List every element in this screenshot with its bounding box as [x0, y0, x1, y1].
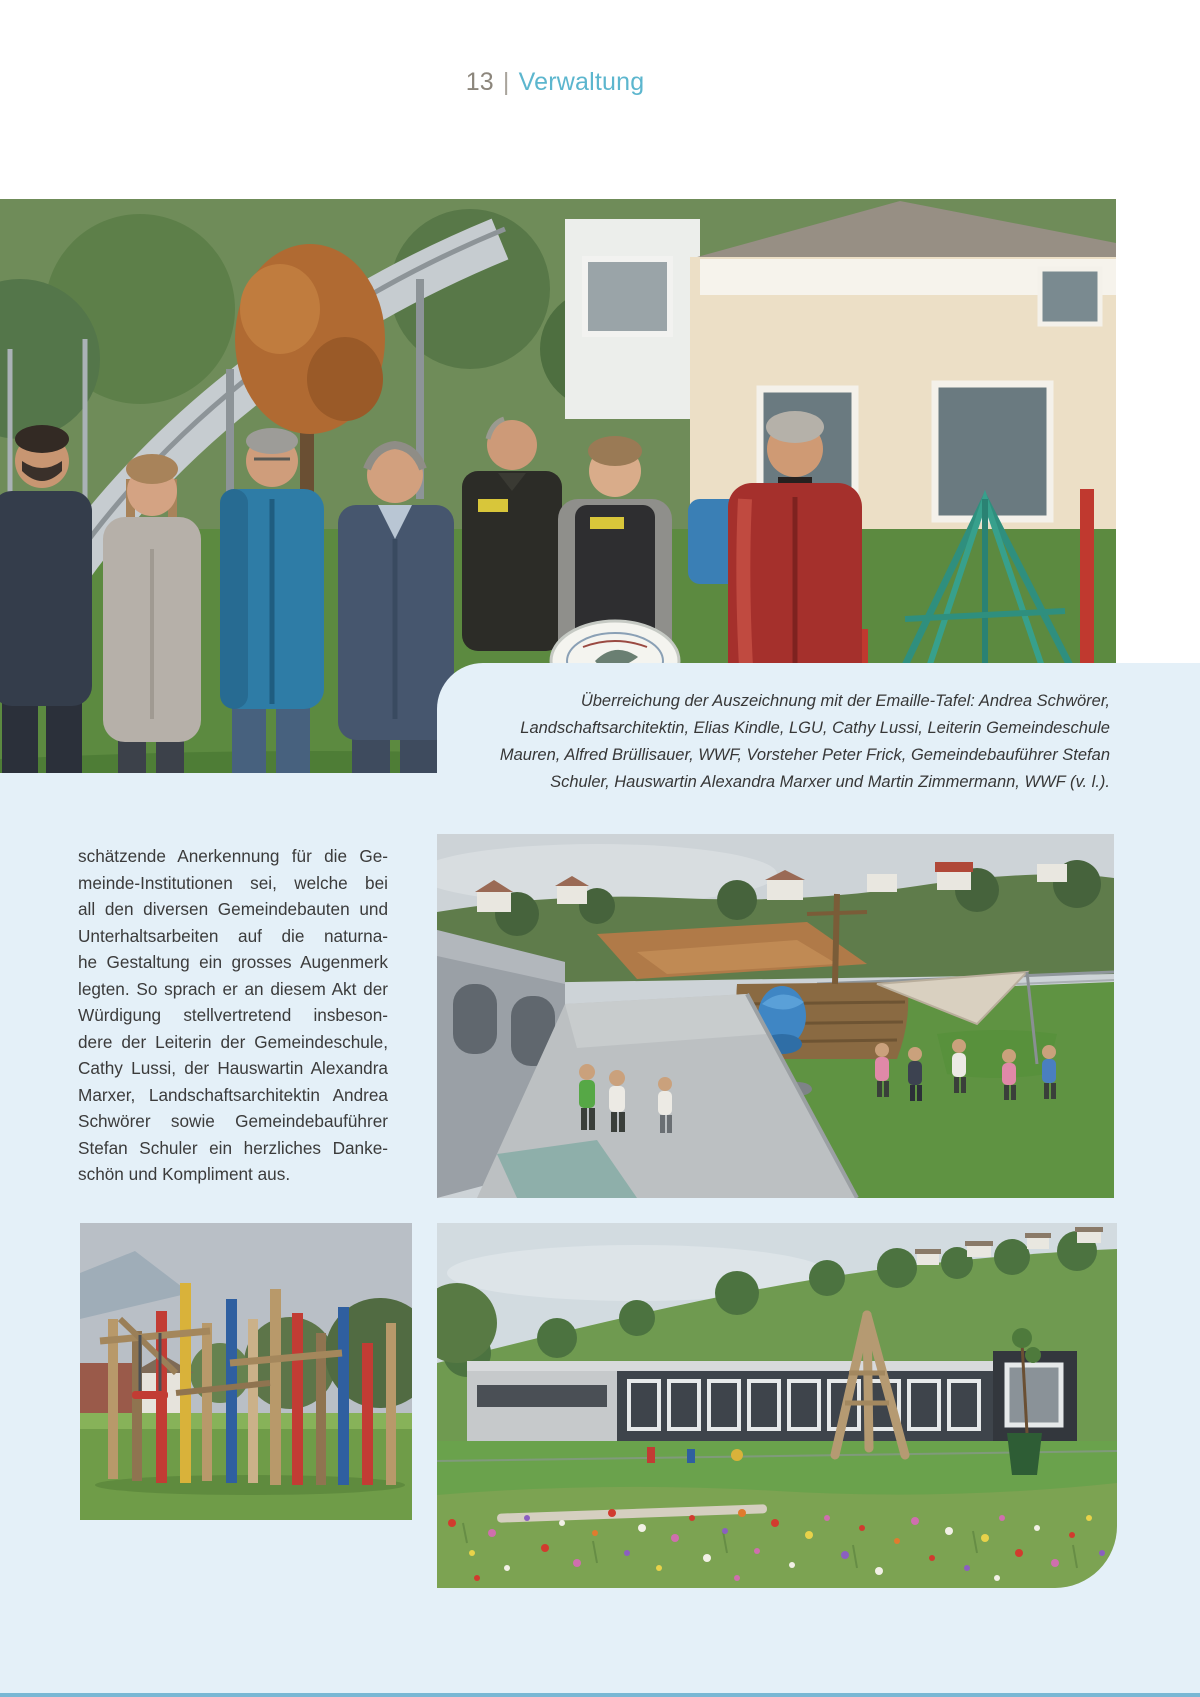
page-number: 13: [465, 68, 494, 96]
article-text: schätzende Anerkennung für die Ge- meinde-Institutionen sei, welche bei all den diversen Gemeindebauten und Unterhaltsarbeiten auf die naturna- he Gestaltung ein grosses Augenmerk legten. So sprach er an diesem Akt der Würdigung stellvertretend insbeson- dere der Leiterin der Gemeindeschule, Cathy Lussi, der Hauswartin Alexandra Marxer, Landschaftsarchitektin Andrea Schwörer sowie Gemeindebauführer Stefan Schuler ein herzliches Danke- schön und Kompliment aus.: [78, 846, 388, 1184]
photo-caption-box: [437, 663, 1200, 803]
bottom-rule: [0, 1693, 1200, 1697]
section-title: Verwaltung: [518, 68, 645, 96]
header-divider: |: [502, 68, 510, 96]
playground-ship-photo: [437, 834, 1114, 1198]
page-header: [0, 68, 1110, 97]
school-meadow-photo: [437, 1223, 1117, 1588]
wooden-posts-photo: [80, 1223, 412, 1520]
photo-caption: Überreichung der Auszeichnung mit der Emaille-Tafel: Andrea Schwörer, Landschaftsarchitektin, Elias Kindle, LGU, Cathy Lussi, Leiterin Gemeindeschule Mauren, Alfred Brüllisauer, WWF, Vorsteher Peter Frick, Gemeindebauführer Stefan Schuler, Hauswartin Alexandra Marxer und Martin Zimmermann, WWF (v. l.).: [499, 692, 1110, 791]
